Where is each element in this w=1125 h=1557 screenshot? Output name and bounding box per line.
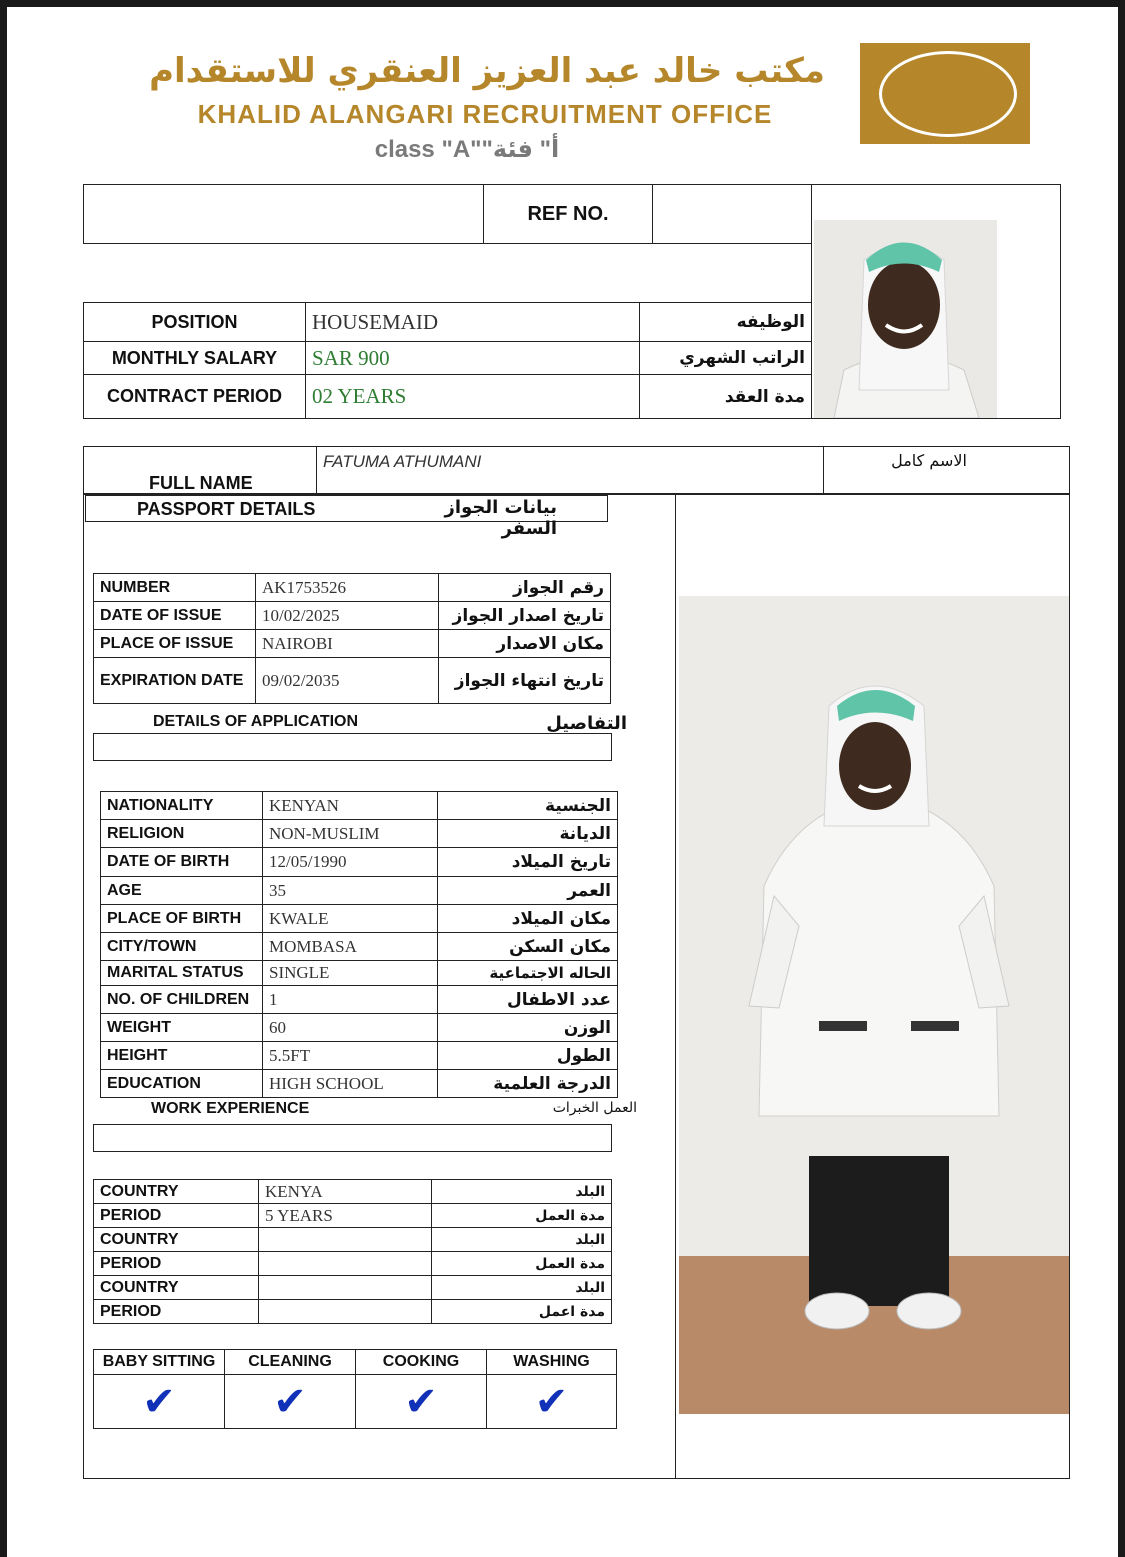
exp-period-3-label-ar: مدة اعمل	[432, 1300, 612, 1324]
exp-period-1-label-ar: مدة العمل	[432, 1204, 612, 1228]
passport-issue-date-label: DATE OF ISSUE	[94, 602, 256, 630]
age-value: 35	[263, 877, 438, 905]
full-name-divider	[316, 446, 317, 494]
application-table	[100, 791, 618, 1098]
height-value: 5.5FT	[263, 1042, 438, 1070]
exp-period-2-label-ar: مدة العمل	[432, 1252, 612, 1276]
birthplace-label: PLACE OF BIRTH	[101, 905, 263, 933]
children-label: NO. OF CHILDREN	[101, 986, 263, 1014]
passport-number-label-ar: رقم الجواز	[439, 574, 611, 602]
office-name-english: KHALID ALANGARI RECRUITMENT OFFICE	[197, 99, 773, 129]
exp-country-1-label-ar: البلد	[432, 1180, 612, 1204]
marital-label-ar: الحاله الاجتماعية	[438, 961, 618, 986]
application-title-ar: التفاصيل	[546, 713, 627, 734]
full-name-divider-2	[823, 446, 824, 494]
weight-value: 60	[263, 1014, 438, 1042]
exp-country-2-label-ar: البلد	[432, 1228, 612, 1252]
religion-label: RELIGION	[101, 820, 263, 848]
salary-label: MONTHLY SALARY	[84, 342, 306, 375]
office-class-label: class "A""أ" فئة	[374, 136, 560, 163]
passport-issue-place-label: PLACE OF ISSUE	[94, 630, 256, 658]
exp-period-2-value	[259, 1252, 432, 1276]
full-name-value: FATUMA ATHUMANI	[323, 452, 482, 471]
passport-issue-place-value: NAIROBI	[256, 630, 439, 658]
exp-country-1-label: COUNTRY	[94, 1180, 259, 1204]
ref-blank	[84, 185, 484, 244]
ref-value	[653, 185, 812, 244]
skill-cleaning-label: CLEANING	[225, 1350, 356, 1375]
passport-title: PASSPORT DETAILS	[137, 499, 316, 519]
exp-country-3-label-ar: البلد	[432, 1276, 612, 1300]
nationality-label-ar: الجنسية	[438, 792, 618, 820]
position-value: HOUSEMAID	[306, 303, 640, 342]
ref-label: REF NO.	[484, 185, 653, 244]
experience-title: WORK EXPERIENCE	[151, 1100, 310, 1117]
portrait-photo	[814, 220, 997, 418]
skill-babysitting-label: BABY SITTING	[94, 1350, 225, 1375]
marital-value: SINGLE	[263, 961, 438, 986]
passport-issue-place-label-ar: مكان الاصدار	[439, 630, 611, 658]
experience-table	[93, 1179, 612, 1324]
passport-table	[93, 573, 611, 704]
birthplace-label-ar: مكان الميلاد	[438, 905, 618, 933]
application-title: DETAILS OF APPLICATION	[153, 713, 359, 730]
experience-title-ar: العمل الخبرات	[552, 1100, 637, 1116]
exp-country-1-value: KENYA	[259, 1180, 432, 1204]
skill-cooking-check-icon: ✔	[356, 1375, 487, 1429]
passport-title-ar: بيانات الجواز السفر	[444, 497, 557, 539]
age-label: AGE	[101, 877, 263, 905]
weight-label: WEIGHT	[101, 1014, 263, 1042]
job-table	[83, 302, 812, 419]
age-label-ar: العمر	[438, 877, 618, 905]
children-label-ar: عدد الاطفال	[438, 986, 618, 1014]
education-value: HIGH SCHOOL	[263, 1070, 438, 1098]
education-label-ar: الدرجة العلمية	[438, 1070, 618, 1098]
logo-ring-icon	[879, 51, 1017, 137]
nationality-label: NATIONALITY	[101, 792, 263, 820]
skill-cooking-label: COOKING	[356, 1350, 487, 1375]
position-label-ar: الوظيفه	[640, 303, 812, 342]
skill-cleaning-check-icon: ✔	[225, 1375, 356, 1429]
position-label: POSITION	[84, 303, 306, 342]
skills-table	[93, 1349, 617, 1429]
dob-label-ar: تاريخ الميلاد	[438, 848, 618, 877]
city-label-ar: مكان السكن	[438, 933, 618, 961]
salary-label-ar: الراتب الشهري	[640, 342, 812, 375]
full-name-label: FULL NAME	[149, 473, 253, 493]
exp-period-2-label: PERIOD	[94, 1252, 259, 1276]
exp-period-3-label: PERIOD	[94, 1300, 259, 1324]
passport-number-label: NUMBER	[94, 574, 256, 602]
skill-babysitting-check-icon: ✔	[94, 1375, 225, 1429]
contract-value: 02 YEARS	[306, 375, 640, 419]
experience-blank-box	[93, 1124, 612, 1152]
exp-country-2-value	[259, 1228, 432, 1252]
application-blank-box	[93, 733, 612, 761]
height-label-ar: الطول	[438, 1042, 618, 1070]
passport-expiry-label-ar: تاريخ انتهاء الجواز	[439, 658, 611, 704]
education-label: EDUCATION	[101, 1070, 263, 1098]
exp-country-3-value	[259, 1276, 432, 1300]
ref-table	[83, 184, 812, 244]
full-name-label-ar: الاسم كامل	[891, 451, 967, 470]
passport-expiry-value: 09/02/2035	[256, 658, 439, 704]
passport-number-value: AK1753526	[256, 574, 439, 602]
skill-washing-check-icon: ✔	[487, 1375, 617, 1429]
birthplace-value: KWALE	[263, 905, 438, 933]
marital-label: MARITAL STATUS	[101, 961, 263, 986]
dob-value: 12/05/1990	[263, 848, 438, 877]
city-label: CITY/TOWN	[101, 933, 263, 961]
full-body-photo	[679, 596, 1069, 1414]
cv-page	[7, 7, 1118, 1557]
salary-value: SAR 900	[306, 342, 640, 375]
religion-value: NON-MUSLIM	[263, 820, 438, 848]
exp-period-1-label: PERIOD	[94, 1204, 259, 1228]
exp-period-3-value	[259, 1300, 432, 1324]
exp-country-2-label: COUNTRY	[94, 1228, 259, 1252]
exp-period-1-value: 5 YEARS	[259, 1204, 432, 1228]
children-value: 1	[263, 986, 438, 1014]
passport-issue-date-value: 10/02/2025	[256, 602, 439, 630]
skill-washing-label: WASHING	[487, 1350, 617, 1375]
details-divider	[675, 494, 676, 1479]
passport-expiry-label: EXPIRATION DATE	[94, 658, 256, 704]
height-label: HEIGHT	[101, 1042, 263, 1070]
office-name-arabic: مكتب خالد عبد العزيز العنقري للاستقدام	[149, 51, 825, 91]
city-value: MOMBASA	[263, 933, 438, 961]
dob-label: DATE OF BIRTH	[101, 848, 263, 877]
contract-label-ar: مدة العقد	[640, 375, 812, 419]
passport-issue-date-label-ar: تاريخ اصدار الجواز	[439, 602, 611, 630]
exp-country-3-label: COUNTRY	[94, 1276, 259, 1300]
contract-label: CONTRACT PERIOD	[84, 375, 306, 419]
weight-label-ar: الوزن	[438, 1014, 618, 1042]
religion-label-ar: الديانة	[438, 820, 618, 848]
nationality-value: KENYAN	[263, 792, 438, 820]
